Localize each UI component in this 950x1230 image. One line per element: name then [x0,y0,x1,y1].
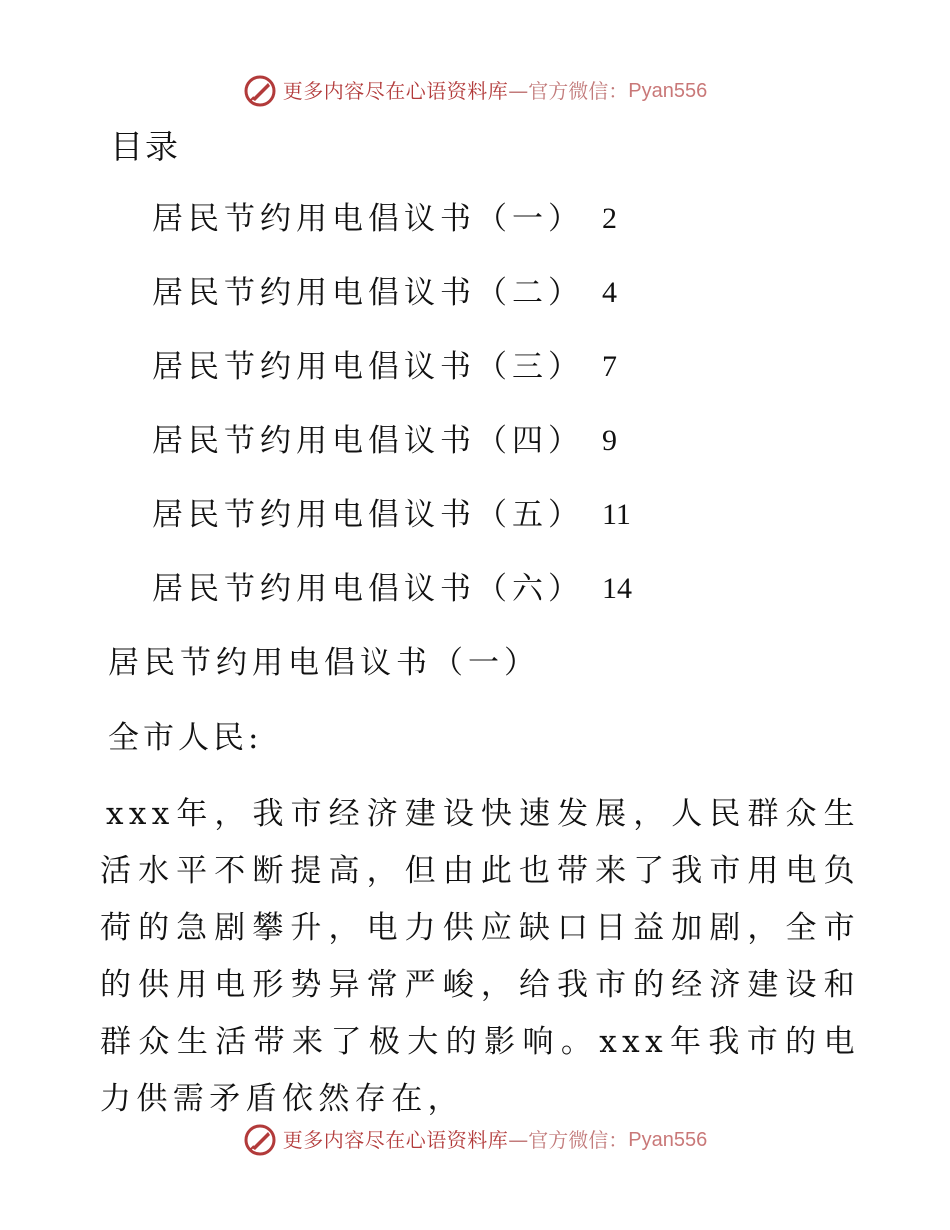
body-paragraph: xxx年，我市经济建设快速发展，人民群众生活水平不断提高，但由此也带来了我市用电负荷的急剧攀升，电力供应缺口日益加剧，全市的供用电形势异常严峻，给我市的经济建设和群众生活带来了极大的影响。xxx年我市的电力供需矛盾依然存在， [100,796,860,1117]
watermark-separator: — [508,79,529,103]
toc-item-label: 居民节约用电倡议书（四） [152,423,584,459]
toc-item[interactable] [152,270,632,344]
watermark-label: 官方微信： [528,79,629,103]
toc-item[interactable] [152,566,632,640]
quill-pen-logo-icon [243,1123,277,1157]
watermark-label: 官方微信： [528,1128,629,1152]
toc-item-label: 居民节约用电倡议书（一） [152,201,584,237]
footer-watermark [0,1120,950,1160]
toc-item-page: 14 [602,572,632,605]
header-watermark [0,71,950,111]
toc-item[interactable] [152,344,632,418]
toc-item-label: 居民节约用电倡议书（六） [152,571,584,607]
watermark-separator: — [508,1128,529,1152]
toc-item-page: 4 [602,276,617,309]
toc-item-page: 7 [602,350,617,383]
quill-pen-logo-icon [243,74,277,108]
toc-item-page: 11 [602,498,631,531]
toc-item-page: 2 [602,202,617,235]
toc-item-page: 9 [602,424,617,457]
salutation: 全市人民: [108,720,263,756]
toc-item[interactable] [152,418,632,492]
toc-item[interactable] [152,492,632,566]
watermark-wechat-id: Pyan556 [628,1129,708,1151]
toc-item[interactable] [152,196,632,270]
table-of-contents [152,196,632,640]
watermark-brand: 更多内容尽在心语资料库 [282,79,509,103]
watermark-brand: 更多内容尽在心语资料库 [282,1128,509,1152]
toc-item-label: 居民节约用电倡议书（五） [152,497,584,533]
toc-item-label: 居民节约用电倡议书（二） [152,275,584,311]
section-title: 居民节约用电倡议书（一） [108,645,540,681]
toc-title: 目录 [110,127,180,166]
watermark-wechat-id: Pyan556 [628,80,708,102]
toc-item-label: 居民节约用电倡议书（三） [152,349,584,385]
